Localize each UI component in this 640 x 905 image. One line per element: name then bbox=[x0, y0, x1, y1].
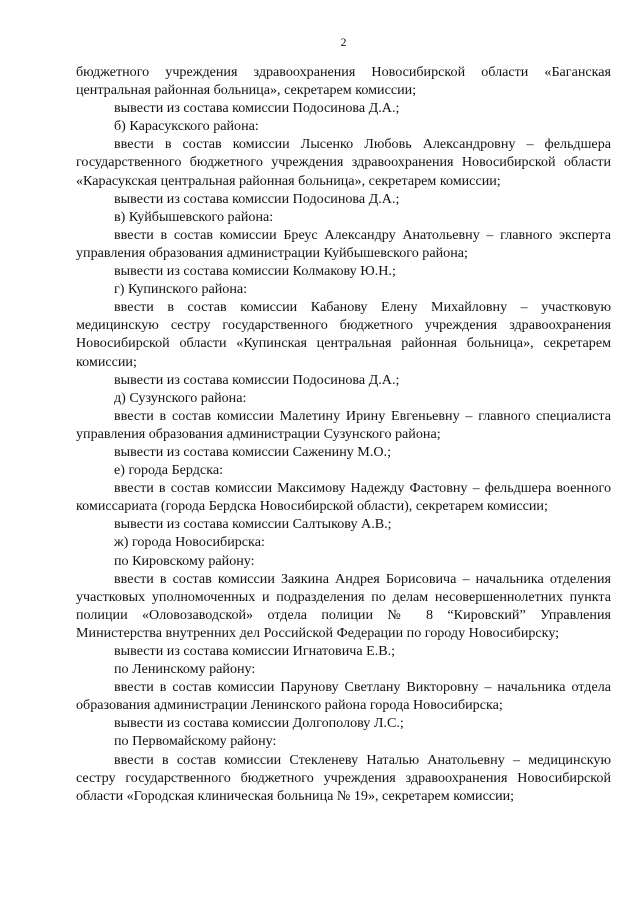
paragraph: по Первомайскому району: bbox=[114, 733, 277, 750]
paragraph: вывести из состава комиссии Подосинова Д.А.; bbox=[114, 371, 400, 388]
paragraph: ввести в состав комиссии Заякина Андрея Борисовича – начальника отделения участковых уполномоченных и подразделения по делам несовершеннолетних пункта полиции «Оловозаводской» отдела полиции № 8 “Кировский” Управления Министерства внутренних дел Российской Федерации по городу Новосибирску; bbox=[76, 570, 611, 641]
paragraph: бюджетного учреждения здравоохранения Новосибирской области «Баганская центральная районная больница», секретарем комиссии; bbox=[76, 64, 611, 99]
paragraph: г) Купинского района: bbox=[114, 281, 248, 298]
paragraph: ввести в состав комиссии Лысенко Любовь Александровну – фельдшера государственного бюджетного учреждения здравоохранения Новосибирской области «Карасукская центральная районная больница», секретарем комиссии; bbox=[76, 136, 611, 189]
paragraph: вывести из состава комиссии Колмакову Ю.Н.; bbox=[114, 263, 396, 280]
paragraph: д) Сузунского района: bbox=[114, 389, 247, 406]
paragraph: ввести в состав комиссии Малетину Ирину Евгеньевну – главного специалиста управления образования администрации Сузунского района; bbox=[76, 407, 611, 442]
paragraph: ввести в состав комиссии Бреус Александру Анатольевну – главного эксперта управления образования администрации Куйбышевского района; bbox=[76, 226, 611, 261]
paragraph: вывести из состава комиссии Долгополову Л.С.; bbox=[114, 715, 404, 732]
document-body bbox=[76, 63, 611, 805]
paragraph: вывести из состава комиссии Подосинова Д.А.; bbox=[114, 100, 400, 117]
document-page bbox=[76, 34, 611, 805]
page-number: 2 bbox=[340, 35, 347, 49]
paragraph: вывести из состава комиссии Игнатовича Е.В.; bbox=[114, 643, 396, 659]
paragraph: по Ленинскому району: bbox=[114, 661, 256, 678]
paragraph: ж) города Новосибирска: bbox=[114, 534, 265, 551]
paragraph: по Кировскому району: bbox=[114, 552, 255, 569]
paragraph: ввести в состав комиссии Стекленеву Наталью Анатольевну – медицинскую сестру государственного бюджетного учреждения здравоохранения Новосибирской области «Городская клиническая больница № 19», секретарем комиссии; bbox=[76, 751, 611, 804]
paragraph: ввести в состав комиссии Максимову Надежду Фастовну – фельдшера военного комиссариата (города Бердска Новосибирской области), секретарем комиссии; bbox=[76, 480, 611, 515]
paragraph: б) Карасукского района: bbox=[114, 118, 259, 135]
paragraph: в) Куйбышевского района: bbox=[114, 208, 274, 225]
paragraph: вывести из состава комиссии Подосинова Д.А.; bbox=[114, 190, 400, 207]
paragraph: ввести в состав комиссии Парунову Светлану Викторовну – начальника отдела образования администрации Ленинского района города Новосибирска; bbox=[76, 679, 611, 714]
paragraph: вывести из состава комиссии Салтыкову А.В.; bbox=[114, 516, 392, 533]
paragraph: е) города Бердска: bbox=[114, 462, 224, 479]
paragraph: вывести из состава комиссии Саженину М.О.; bbox=[114, 443, 391, 460]
paragraph: ввести в состав комиссии Кабанову Елену Михайловну – участковую медицинскую сестру государственного бюджетного учреждения здравоохранения Новосибирской области «Купинская центральная районная больница», секретарем комиссии; bbox=[76, 299, 611, 370]
